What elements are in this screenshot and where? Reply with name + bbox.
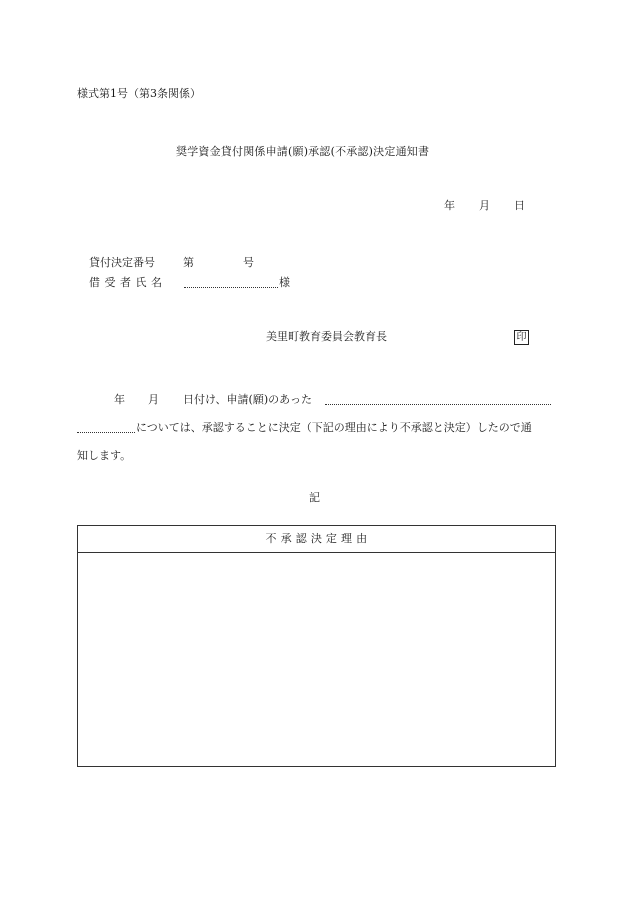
application-subject-field [325,393,551,405]
body-closing-text: 知します。 [77,449,132,462]
body-year: 年 [114,393,125,406]
loan-number-suffix: 号 [243,256,254,269]
seal-mark: 印 [514,330,529,345]
borrower-honorific: 様 [279,276,290,289]
date-day: 日 [514,199,525,212]
loan-number-prefix: 第 [183,256,194,269]
issuer-title: 美里町教育委員会教育長 [266,330,387,343]
reason-table [77,525,556,767]
date-month: 月 [479,199,490,212]
body-decision-text: については、承認することに決定（下記の理由により不承認と決定）したので通 [136,421,532,434]
loan-number-label: 貸付決定番号 [89,256,155,269]
application-subject-field-cont [77,421,135,433]
document-title: 奨学資金貸付関係申請(願)承認(不承認)決定通知書 [176,145,430,158]
body-month: 月 [148,393,159,406]
date-year: 年 [444,199,455,212]
reason-table-header: 不 承 認 決 定 理 由 [78,526,555,553]
borrower-label: 借 受 者 氏 名 [89,276,163,289]
form-label: 様式第1号（第3条関係） [77,87,201,100]
ki-heading: 記 [309,491,320,504]
body-applied-text: 日付け、申請(願)のあった [183,393,313,406]
borrower-name-field [184,276,278,288]
reason-table-body [78,553,555,766]
